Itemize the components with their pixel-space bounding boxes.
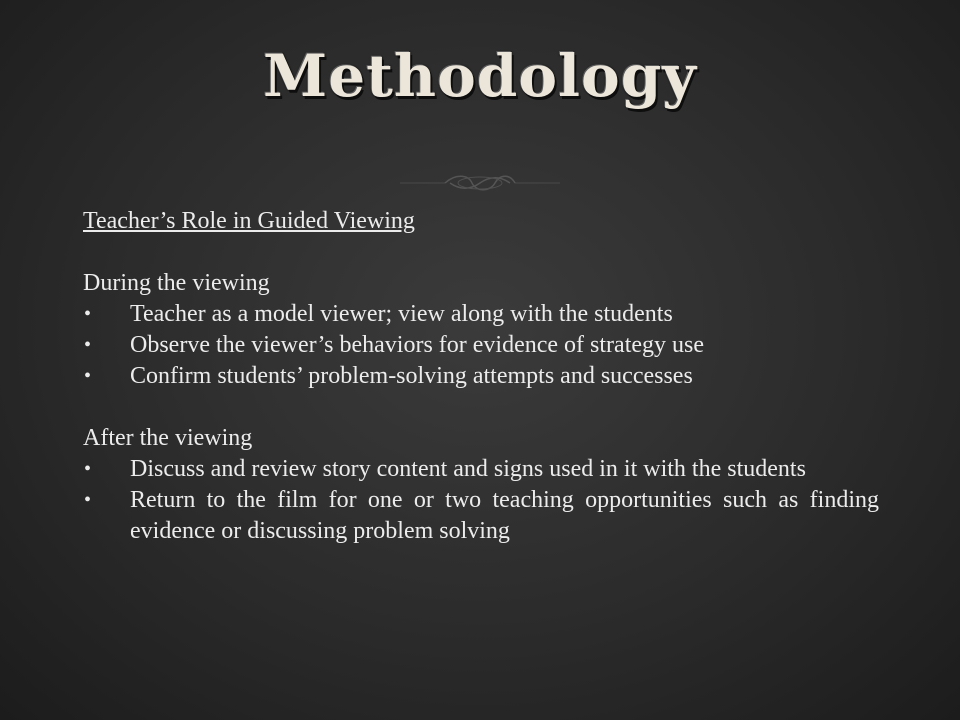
bullet-icon: • [84, 303, 92, 325]
list-item: • Teacher as a model viewer; view along with the students [83, 299, 879, 330]
bullet-icon: • [84, 334, 92, 356]
during-label: During the viewing [83, 270, 270, 296]
section-heading: Teacher’s Role in Guided Viewing [83, 208, 415, 234]
after-label: After the viewing [83, 425, 253, 451]
list-item: • Return to the film for one or two teaching opportunities such as finding evidence or discussing problem solving [84, 487, 879, 544]
bullet-icon: • [84, 365, 92, 387]
slide-body [83, 206, 879, 547]
list-item: • Discuss and review story content and signs used in it with the students [83, 454, 879, 485]
bullet-icon: • [84, 489, 92, 511]
during-list [83, 299, 879, 392]
bullet-icon: • [84, 458, 92, 480]
divider-ornament [400, 168, 560, 198]
slide-title: Methodology [263, 42, 697, 110]
after-list [83, 454, 879, 547]
list-item: • Observe the viewer’s behaviors for evidence of strategy use [83, 330, 879, 361]
list-item: • Confirm students’ problem-solving attempts and successes [83, 361, 879, 392]
